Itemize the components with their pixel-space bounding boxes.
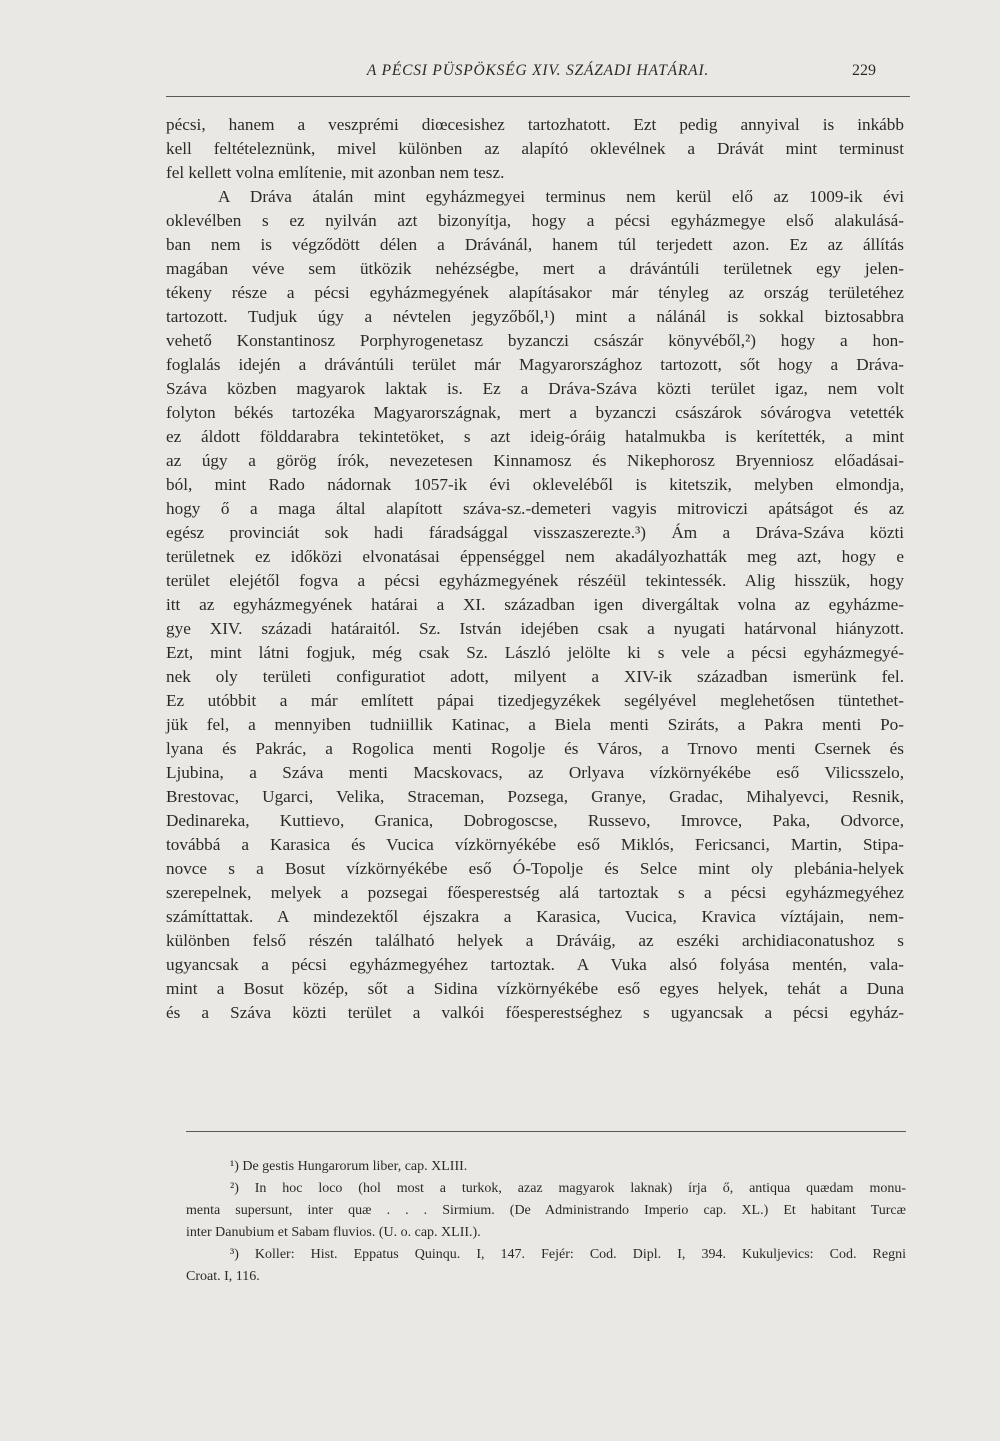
body-line: vehető Konstantinosz Porphyrogenetasz byzanczi császár könyvéből,²) hogy a hon-: [166, 331, 904, 350]
body-line: Dedinareka, Kuttievo, Granica, Dobrogoscse, Russevo, Imrovce, Paka, Odvorce,: [166, 811, 904, 830]
body-line: hogy ő a maga által alapított száva-sz.-demeteri vagyis mitroviczi apátságot és az: [166, 499, 904, 518]
body-text: [166, 113, 904, 1025]
body-line: Brestovac, Ugarci, Velika, Straceman, Pozsega, Granye, Gradac, Mihalyevci, Resnik,: [166, 787, 904, 806]
body-line: tékeny része a pécsi egyházmegyének alapításakor már tényleg az ország területéhez: [166, 283, 904, 302]
page-number: 229: [852, 62, 876, 79]
body-line: ból, mint Rado nádornak 1057-ik évi okleveléből is kitetszik, melyben elmondja,: [166, 475, 904, 494]
body-line: foglalás idején a drávántúli terület már Magyarországhoz tartozott, sőt hogy a Dráva-: [166, 355, 904, 374]
body-line: A Dráva átalán mint egyházmegyei terminus nem kerül elő az 1009-ik évi: [218, 187, 904, 206]
footnote-line: ³) Koller: Hist. Eppatus Quinqu. I, 147. Fejér: Cod. Dipl. I, 394. Kukuljevics: Cod. Regni: [230, 1247, 906, 1262]
body-line: Ezt, mint látni fogjuk, még csak Sz. László jelölte ki s vele a pécsi egyházmegyé-: [166, 643, 904, 662]
body-line: folyton békés tartozéka Magyarországnak, mert a byzanczi császárok sóvárogva vetették: [166, 403, 904, 422]
footnote-line: Croat. I, 116.: [186, 1269, 260, 1284]
body-line: oklevélben s ez nyilván azt bizonyítja, hogy a pécsi egyházmegye első alakulásá-: [166, 211, 904, 230]
body-line: ez áldott földdarabra tekintetöket, s azt ideig-óráig hatalmukba is kerítették, a mint: [166, 427, 904, 446]
running-title: A PÉCSI PÜSPÖKSÉG XIV. SZÁZADI HATÁRAI.: [366, 62, 710, 79]
header-rule: [166, 96, 910, 97]
body-line: novce s a Bosut vízkörnyékébe eső Ó-Topolje és Selce mint oly plebánia-helyek: [166, 859, 904, 878]
body-line: itt az egyházmegyének határai a XI. században igen divergáltak volna az egyházme-: [166, 595, 904, 614]
body-line: ban nem is végződött délen a Drávánál, hanem túl terjedett azon. Ez az állítás: [166, 235, 904, 254]
body-line: Ez utóbbit a már említett pápai tizedjegyzékek segélyével meglehetősen tüntethet-: [166, 691, 904, 710]
body-line: területnek ez időközi elvonatásai éppenséggel nem akadályozhatták meg azt, hogy e: [166, 547, 904, 566]
footnote-line: menta supersunt, inter quæ . . . Sirmium. (De Administrando Imperio cap. XL.) Et habitant Turcæ: [186, 1203, 906, 1218]
footnote-line: inter Danubium et Sabam fluvios. (U. o. cap. XLII.).: [186, 1225, 481, 1240]
footnote-line: ²) In hoc loco (hol most a turkok, azaz magyarok laknak) írja ő, antiqua quædam monu-: [230, 1181, 906, 1196]
body-line: számíttattak. A mindezektől éjszakra a Karasica, Vucica, Kravica víztájain, nem-: [166, 907, 904, 926]
body-line: lyana és Pakrác, a Rogolica menti Rogolje és Város, a Trnovo menti Csernek és: [166, 739, 904, 758]
page-header: [166, 62, 910, 102]
body-line: mint a Bosut közép, sőt a Sidina vízkörnyékébe eső egyes helyek, tehát a Duna: [166, 979, 904, 998]
body-line: továbbá a Karasica és Vucica vízkörnyékébe eső Miklós, Fericsanci, Martin, Stipa-: [166, 835, 904, 854]
body-line: tartozott. Tudjuk úgy a névtelen jegyzőből,¹) mint a nálánál is sokkal biztosabbra: [166, 307, 904, 326]
body-line: és a Száva közti terület a valkói főesperestséghez s ugyancsak a pécsi egyház-: [166, 1003, 904, 1022]
body-line: különben felső részén található helyek a Dráváig, az eszéki archidiaconatushoz s: [166, 931, 904, 950]
body-line: ugyancsak a pécsi egyházmegyéhez tartoztak. A Vuka alsó folyása mentén, vala-: [166, 955, 904, 974]
body-line: egész provinciát sok hadi fáradsággal visszaszerezte.³) Ám a Dráva-Száva közti: [166, 523, 904, 542]
footnote-line: ¹) De gestis Hungarorum liber, cap. XLIII.: [230, 1159, 468, 1174]
body-line: az úgy a görög írók, nevezetesen Kinnamosz és Nikephorosz Bryenniosz előadásai-: [166, 451, 904, 470]
footnotes: [186, 1156, 906, 1288]
body-line: pécsi, hanem a veszprémi diœcesishez tartozhatott. Ezt pedig annyival is inkább: [166, 115, 904, 134]
body-line: szerepelnek, melyek a pozsegai főesperestség alá tartoztak s a pécsi egyházmegyéhez: [166, 883, 904, 902]
body-line: magában véve sem ütközik nehézségbe, mert a drávántúli területnek egy jelen-: [166, 259, 904, 278]
body-line: nek oly területi configuratiot adott, milyent a XIV-ik században ismerünk fel.: [166, 667, 904, 686]
footnote-rule: [186, 1131, 906, 1132]
body-line: Száva közben magyarok laktak is. Ez a Dráva-Száva közti terület igaz, nem volt: [166, 379, 904, 398]
body-line: Ljubina, a Száva menti Macskovacs, az Orlyava vízkörnyékébe eső Vilicsszelo,: [166, 763, 904, 782]
body-line: gye XIV. századi határaitól. Sz. István idejében csak a nyugati határvonal hiányzott.: [166, 619, 904, 638]
body-line: kell feltételeznünk, mivel különben az alapító oklevélnek a Drávát mint terminust: [166, 139, 904, 158]
body-line: fel kellett volna említenie, mit azonban nem tesz.: [166, 163, 505, 182]
body-line: jük fel, a mennyiben tudniillik Katinac, a Biela menti Sziráts, a Pakra menti Po-: [166, 715, 904, 734]
body-line: terület elejétől fogva a pécsi egyházmegyének részéül tekintessék. Alig hisszük, hogy: [166, 571, 904, 590]
